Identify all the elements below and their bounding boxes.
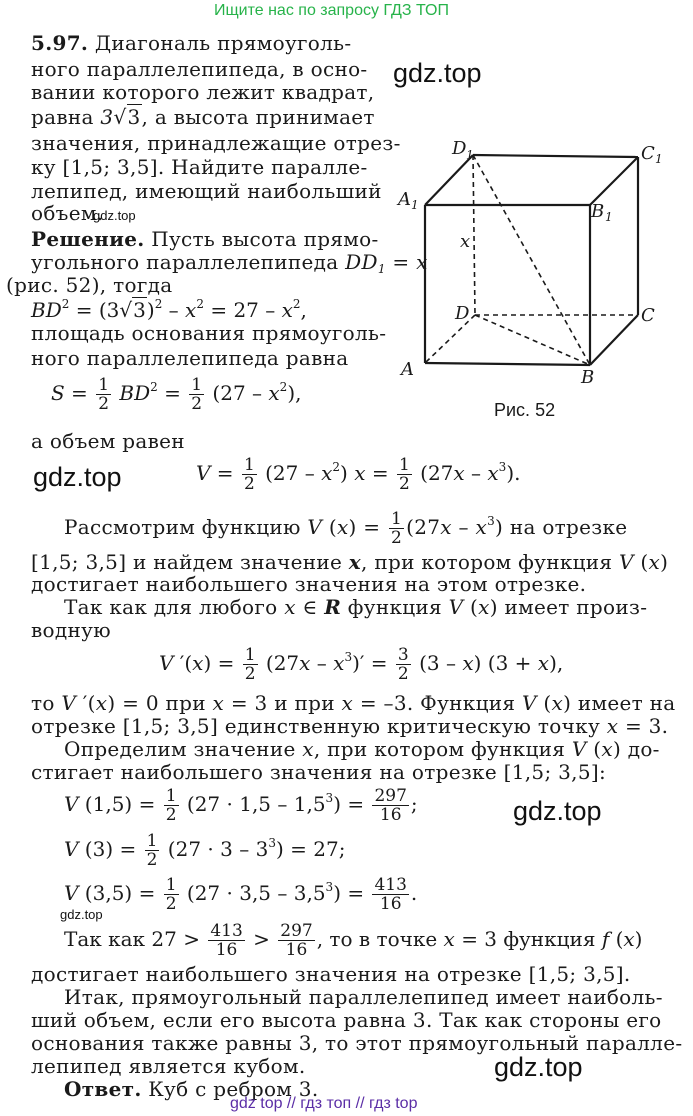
label-b1: B — [591, 201, 605, 222]
top-watermark: Ищите нас по запросу ГДЗ ТОП — [214, 2, 449, 19]
formula-v35: V (3,5) = $\frac{1}{2}$ $(27 \cdot 3,5 - 3,5^3)$ = $\frac{413}{16}$ . — [64, 875, 418, 914]
derivative-line-1: Так как для любого x ∈ R функция V (x) имеет произ- — [64, 595, 648, 619]
label-b: B — [581, 367, 595, 388]
formula-bd-squared: $BD^2 = (3√3)^2 - x^2 = 27 - x^2$, — [31, 297, 307, 322]
problem-line-1 — [31, 30, 366, 56]
problem-text: Диагональ прямоуголь- — [94, 31, 352, 55]
conclusion-line-3: основания также равны 3, то этот прямоугольный паралле- — [31, 1031, 683, 1055]
diagonal-bd — [475, 315, 590, 365]
label-c: C — [641, 305, 655, 326]
consider-line-2: [1,5; 3,5] и найдем значение x, при котором функция V (x) — [31, 550, 669, 574]
problem-line-2: ного параллелепипеда, в осно- — [31, 57, 368, 81]
derivative-line-2: водную — [31, 618, 111, 642]
edge-d1c1 — [473, 155, 638, 157]
critical-line-1: то V ′(x) = 0 при x = 3 и при x = –3. Функция V (x) имеет на — [31, 691, 676, 715]
svg-text:1: 1 — [655, 152, 663, 166]
problem-line-5: значения, принадлежащие отрез- — [31, 131, 401, 155]
determine-line-1: Определим значение x, при котором функция V (x) до- — [64, 737, 660, 761]
determine-line-2: стигает наибольшего значения на отрезке [1,5; 3,5]: — [31, 760, 606, 784]
label-d: D — [455, 303, 470, 324]
solution-label: Решение. — [31, 227, 145, 251]
label-a1: A — [398, 189, 411, 210]
label-d1: D — [452, 138, 467, 159]
conclusion-line-1: Итак, прямоугольный параллелепипед имеет наиболь- — [64, 985, 663, 1009]
formula-area: S = $\frac{1}{2}$ $BD^2$ = $\frac{1}{2}$ $(27 - x^2)$, — [51, 375, 302, 414]
diagonal-bd1 — [473, 155, 590, 365]
problem-line-4: равна 3√3, а высота принимает — [31, 105, 375, 129]
bottom-watermark: gdz top // гдз топ // гдз top — [230, 1095, 418, 1112]
problem-line-8: объем. — [31, 201, 104, 225]
answer-text: Куб с ребром 3. — [148, 1077, 319, 1101]
answer-label: Ответ. — [64, 1077, 142, 1101]
problem-line-6: ку [1,5; 3,5]. Найдите паралле- — [31, 155, 368, 179]
problem-line-3: вании которого лежит квадрат, — [31, 80, 375, 104]
compare-line-2: достигает наибольшего значения на отрезке [1,5; 3,5]. — [31, 962, 631, 986]
edge-dd1 — [473, 155, 475, 315]
edge-ab — [425, 363, 590, 365]
watermark-small-2: gdz.top — [60, 907, 103, 922]
problem-number: 5.97. — [31, 31, 89, 55]
cube-figure — [395, 135, 685, 395]
solution-line-2: угольного параллелепипеда $DD_1 = x$ — [31, 250, 428, 276]
formula-derivative: V ′(x) = $\frac{1}{2}$ $(27x - x^3)'$ = $\frac{3}{2}$ (3 – x) (3 + x), — [159, 645, 564, 684]
solution-line-1: Решение. Пусть высота прямо- — [31, 227, 379, 251]
label-a: A — [401, 359, 414, 380]
compare-line: Так как 27 > $\frac{413}{16}$ > $\frac{297}{16}$ , то в точке x = 3 функция f (x) — [64, 921, 643, 960]
label-c1: C — [641, 143, 655, 164]
edge-bc — [590, 315, 638, 365]
consider-line-3: достигает наибольшего значения на этом отрезке. — [31, 572, 587, 596]
volume-text: а объем равен — [31, 429, 185, 453]
critical-line-2: отрезке [1,5; 3,5] единственную критическую точку x = 3. — [31, 714, 669, 738]
conclusion-line-4: лепипед является кубом. — [31, 1054, 306, 1078]
area-text-1: площадь основания прямоуголь- — [31, 321, 387, 345]
svg-text:1: 1 — [605, 210, 613, 224]
label-x: x — [460, 231, 471, 252]
watermark-gdz-top-4: gdz.top — [494, 1052, 583, 1082]
problem-line-7: лепипед, имеющий наибольший — [31, 179, 382, 203]
area-text-2: ного параллелепипеда равна — [31, 346, 349, 370]
watermark-gdz-top: gdz.top — [393, 58, 482, 88]
edge-b1c1 — [590, 157, 638, 205]
watermark-small: gdz.top — [93, 208, 136, 223]
svg-text:1: 1 — [411, 198, 419, 212]
formula-v3: V (3) = $\frac{1}{2}$ $(27 \cdot 3 - 3^3) = 27$; — [64, 831, 346, 870]
conclusion-line-2: ший объем, если его высота равна 3. Так как стороны его — [31, 1008, 662, 1032]
edge-a1d1 — [425, 155, 473, 205]
figure-caption: Рис. 52 — [494, 400, 556, 420]
watermark-gdz-top-3: gdz.top — [513, 796, 602, 826]
formula-volume: V = $\frac{1}{2}$ $(27 - x^2)$ x = $\frac{1}{2}$ $(27x - x^3)$. — [196, 455, 521, 494]
consider-line-1: Рассмотрим функцию V (x) = $\frac{1}{2}$ $(27x - x^3)$ на отрезке — [64, 509, 628, 548]
watermark-gdz-top-2: gdz.top — [33, 462, 122, 492]
svg-text:1: 1 — [466, 148, 474, 162]
formula-v15: V (1,5) = $\frac{1}{2}$ $(27 \cdot 1,5 - 1,5^3)$ = $\frac{297}{16}$ ; — [64, 786, 418, 825]
solution-line-3: (рис. 52), тогда — [6, 273, 173, 297]
